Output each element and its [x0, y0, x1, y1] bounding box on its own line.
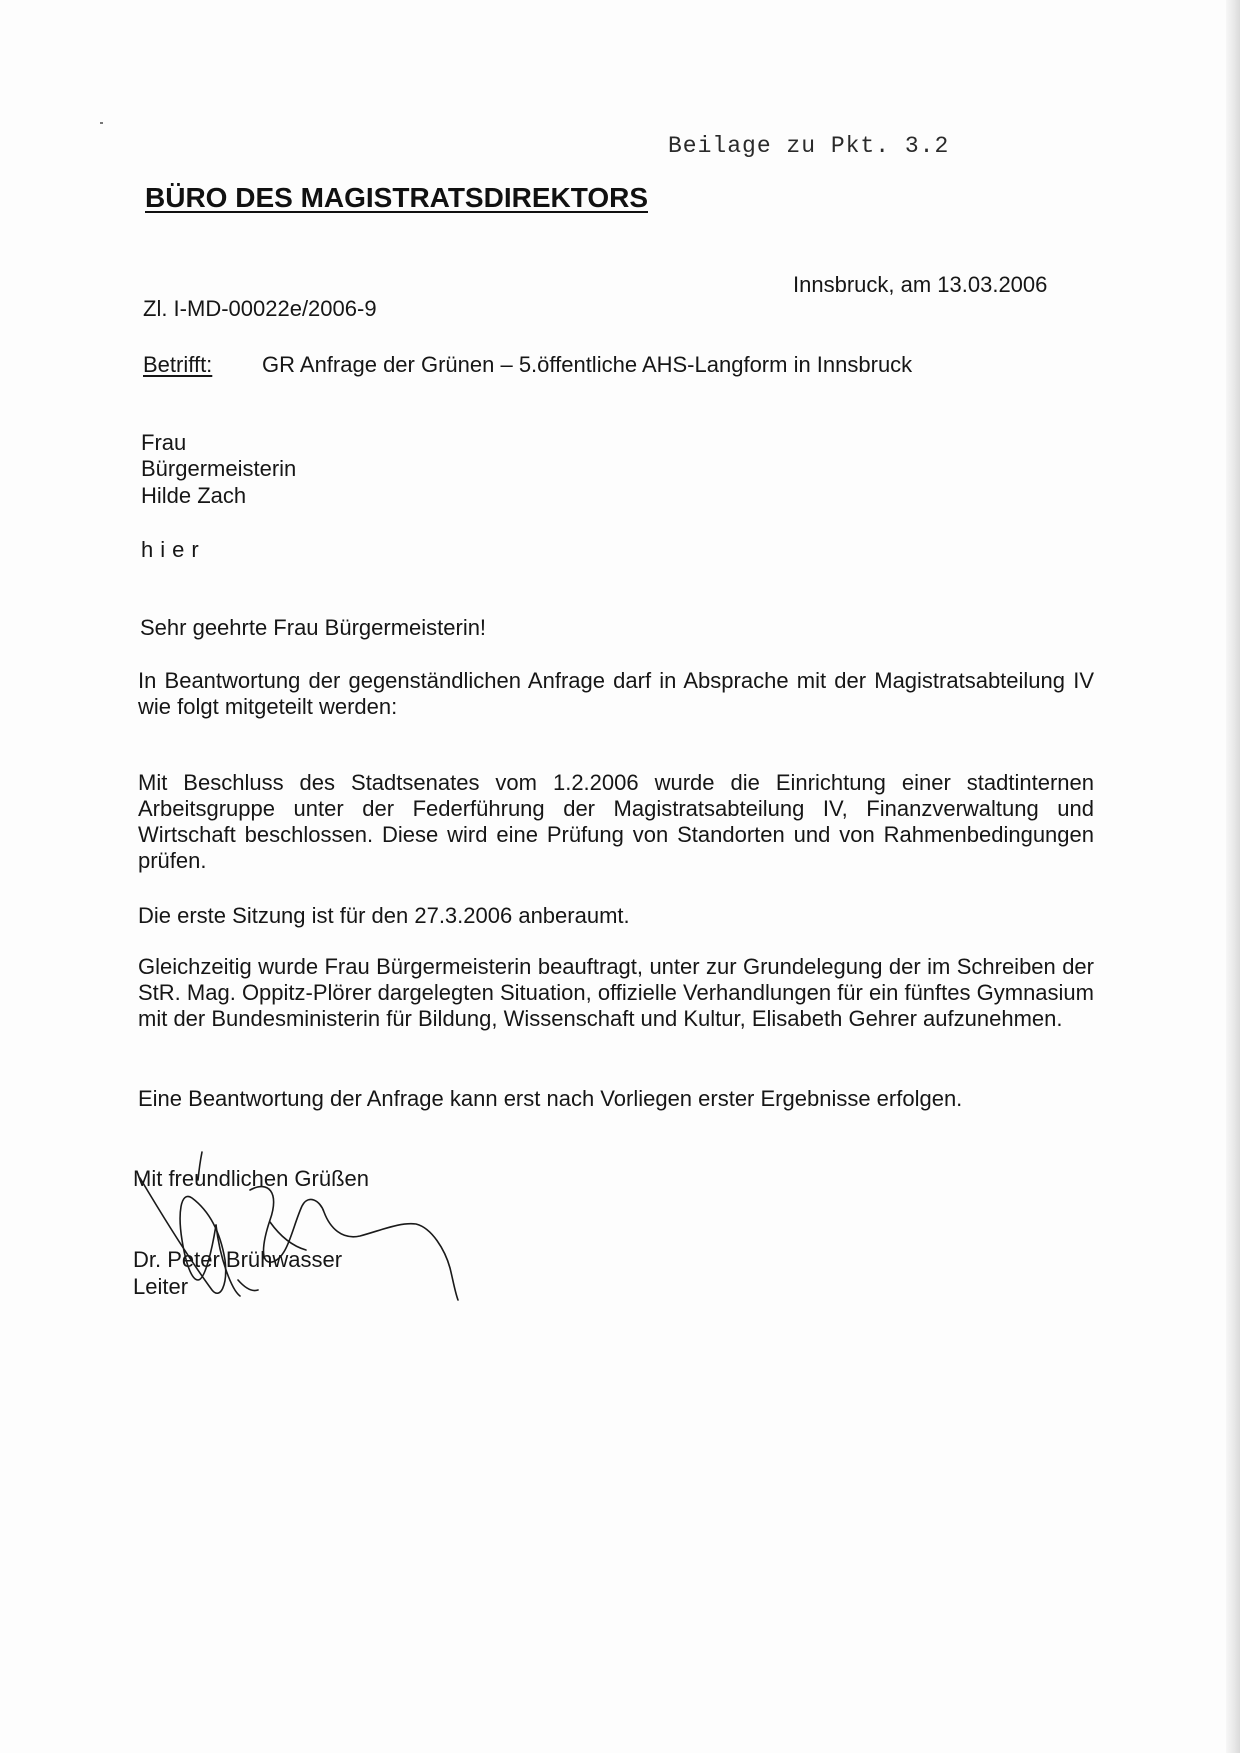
- body-paragraph: Eine Beantwortung der Anfrage kann erst nach Vorliegen erster Ergebnisse erfolgen.: [138, 1086, 963, 1111]
- subject-label: Betrifft:: [143, 352, 213, 377]
- recipient-line-3: Hilde Zach: [141, 483, 247, 508]
- department-heading: BÜRO DES MAGISTRATSDIREKTORS: [145, 182, 648, 213]
- subject-text: GR Anfrage der Grünen – 5.öffentliche AHS-Langform in Innsbruck: [262, 352, 913, 377]
- reference-number: Zl. I-MD-00022e/2006-9: [143, 296, 377, 321]
- signer-title: Leiter: [133, 1274, 189, 1299]
- place-date: Innsbruck, am 13.03.2006: [793, 272, 1048, 297]
- attachment-note: Beilage zu Pkt. 3.2: [668, 133, 950, 159]
- recipient-line-1: Frau: [141, 430, 187, 455]
- scan-edge-shadow: [1226, 0, 1240, 1753]
- salutation: Sehr geehrte Frau Bürgermeisterin!: [140, 615, 487, 640]
- scan-speck: [100, 122, 103, 124]
- recipient-line-2: Bürgermeisterin: [141, 456, 297, 481]
- body-paragraph: In Beantwortung der gegenständlichen Anfrage darf in Absprache mit der Magistratsabteilung IV wie folgt mitgeteilt werden:: [138, 668, 1094, 719]
- body-paragraph: Gleichzeitig wurde Frau Bürgermeisterin beauftragt, unter zur Grundelegung der im Schreiben der StR. Mag. Oppitz-Plörer dargelegten Situation, offizielle Verhandlungen für ein fünftes Gymnasium mit der Bundesministerin für Bildung, Wissenschaft und Kultur, Elisabeth Gehrer aufzunehmen.: [138, 954, 1094, 1031]
- body-paragraph: Mit Beschluss des Stadtsenates vom 1.2.2006 wurde die Einrichtung einer stadtinternen Arbeitsgruppe unter der Federführung der Magistratsabteilung IV, Finanzverwaltung und Wirtschaft beschlossen. Diese wird eine Prüfung von Standorten und von Rahmenbedingungen prüfen.: [138, 770, 1094, 873]
- signer-name: Dr. Peter Brühwasser: [133, 1247, 343, 1272]
- closing-greeting: Mit freundlichen Grüßen: [133, 1166, 369, 1191]
- recipient-location: hier: [141, 537, 206, 562]
- body-paragraph: Die erste Sitzung ist für den 27.3.2006 anberaumt.: [138, 903, 630, 928]
- handwritten-signature: [120, 1140, 470, 1315]
